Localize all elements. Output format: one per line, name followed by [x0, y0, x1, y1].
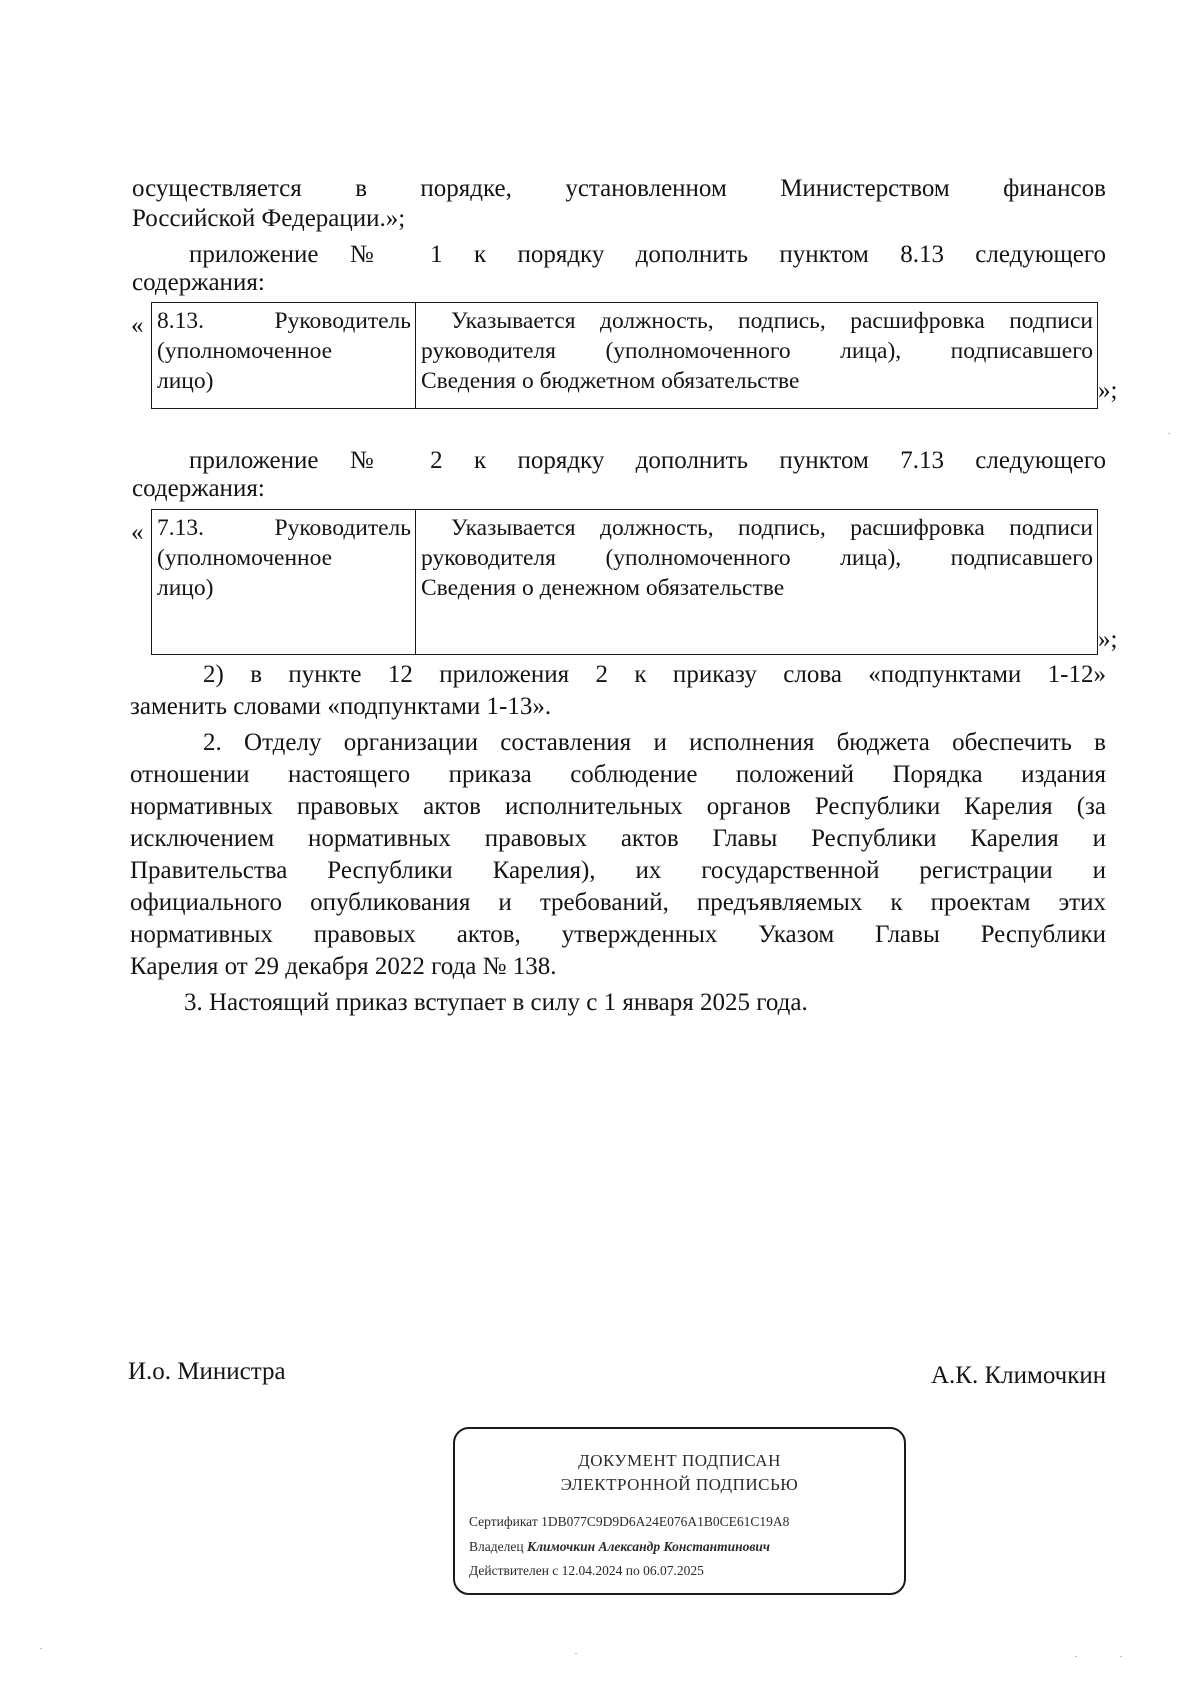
stamp-valid-to: 06.07.2025 [643, 1563, 704, 1578]
stamp-valid-row [469, 1563, 704, 1579]
table2-open-quote: « [131, 519, 144, 546]
p2-line2: содержания: [132, 269, 265, 296]
table1-desc-line1: Указывается должность, подпись, расшифровка подписи [451, 308, 1093, 334]
p5-line1: 2. Отделу организации составления и исполнения бюджета обеспечить в [203, 729, 1106, 756]
p2-line1: приложение № 1 к порядку дополнить пунктом 8.13 следующего [189, 241, 1106, 268]
stamp-header-line2: ЭЛЕКТРОННОЙ ПОДПИСЬЮ [560, 1475, 799, 1494]
p1-word: финансов [1003, 175, 1106, 202]
stamp-cert-row [469, 1514, 789, 1530]
stamp-cert-label: Сертификат [469, 1514, 538, 1529]
p3-line1: приложение № 2 к порядку дополнить пунктом 7.13 следующего [189, 447, 1106, 474]
table1-role-line2: (уполномоченное [157, 338, 333, 364]
p5-line2: отношении настоящего приказа соблюдение положений Порядка издания [130, 761, 1106, 788]
e-signature-stamp [453, 1427, 906, 1595]
p1-word: порядке, [420, 175, 512, 202]
stamp-owner-label: Владелец [469, 1539, 524, 1554]
table2-cell-desc [416, 510, 1098, 655]
stamp-owner-row [469, 1539, 770, 1555]
table1-cell-desc [416, 303, 1098, 409]
stamp-valid-from: 12.04.2024 [561, 1563, 623, 1578]
scan-speck [1120, 1656, 1122, 1657]
table1-close-quote: »; [1098, 377, 1118, 404]
scan-speck [40, 1648, 42, 1649]
p1-line2: Российской Федерации.»; [132, 205, 406, 232]
p1-word: Министерством [780, 175, 950, 202]
scan-speck [575, 1653, 577, 1654]
p1-word: установленном [565, 175, 727, 202]
p5-line8: Карелия от 29 декабря 2022 года № 138. [130, 953, 557, 980]
scan-speck [1075, 1656, 1077, 1657]
p4-line2: заменить словами «подпунктами 1-13». [130, 693, 552, 720]
table1-open-quote: « [131, 312, 144, 339]
p4-line1: 2) в пункте 12 приложения 2 к приказу слова «подпунктами 1-12» [203, 661, 1106, 688]
table1-cell-role [152, 303, 416, 409]
table2-desc-line2: руководителя (уполномоченного лица), подписавшего [421, 545, 1093, 571]
stamp-owner-value: Климочкин Александр Константинович [526, 1539, 770, 1554]
table1-desc-line3: Сведения о бюджетном обязательстве [421, 368, 800, 394]
stamp-valid-to-label: по [625, 1563, 640, 1578]
p1-word: осуществляется [132, 175, 302, 202]
table2-cell-role [152, 510, 416, 655]
p1-word: в [355, 175, 367, 202]
p5-line6: официального опубликования и требований, предъявляемых к проектам этих [130, 889, 1106, 916]
table1 [151, 302, 1098, 409]
stamp-valid-from-label: Действителен с [469, 1563, 559, 1578]
stamp-cert-value: 1DB077C9D9D6A24E076A1B0CE61C19A8 [541, 1514, 790, 1529]
p5-line7: нормативных правовых актов, утвержденных Указом Главы Республики [130, 921, 1106, 948]
table2-role-line3: лицо) [157, 575, 214, 601]
table1-role-line1: 8.13. Руководитель [157, 308, 411, 334]
p3-line2: содержания: [132, 475, 265, 502]
table2-desc-line3: Сведения о денежном обязательстве [421, 575, 785, 601]
scan-speck [1168, 433, 1170, 434]
stamp-header-line1: ДОКУМЕНТ ПОДПИСАН [578, 1451, 781, 1470]
table1-role-line3: лицо) [157, 368, 214, 394]
p5-line4: исключением нормативных правовых актов Главы Республики Карелия и [130, 825, 1106, 852]
table1-desc-line2: руководителя (уполномоченного лица), подписавшего [421, 338, 1093, 364]
table2-role-line1: 7.13. Руководитель [157, 515, 411, 541]
p6-line1: 3. Настоящий приказ вступает в силу с 1 января 2025 года. [184, 989, 808, 1016]
signature-position: И.о. Министра [128, 1358, 286, 1385]
table2-close-quote: »; [1098, 626, 1118, 653]
p1-line1 [132, 173, 1106, 205]
signature-name: А.К. Климочкин [931, 1362, 1107, 1389]
table2-role-line2: (уполномоченное [157, 545, 333, 571]
p5-line5: Правительства Республики Карелия), их государственной регистрации и [130, 857, 1106, 884]
table2 [151, 509, 1098, 655]
table2-desc-line1: Указывается должность, подпись, расшифровка подписи [451, 515, 1093, 541]
p5-line3: нормативных правовых актов исполнительных органов Республики Карелия (за [130, 793, 1106, 820]
